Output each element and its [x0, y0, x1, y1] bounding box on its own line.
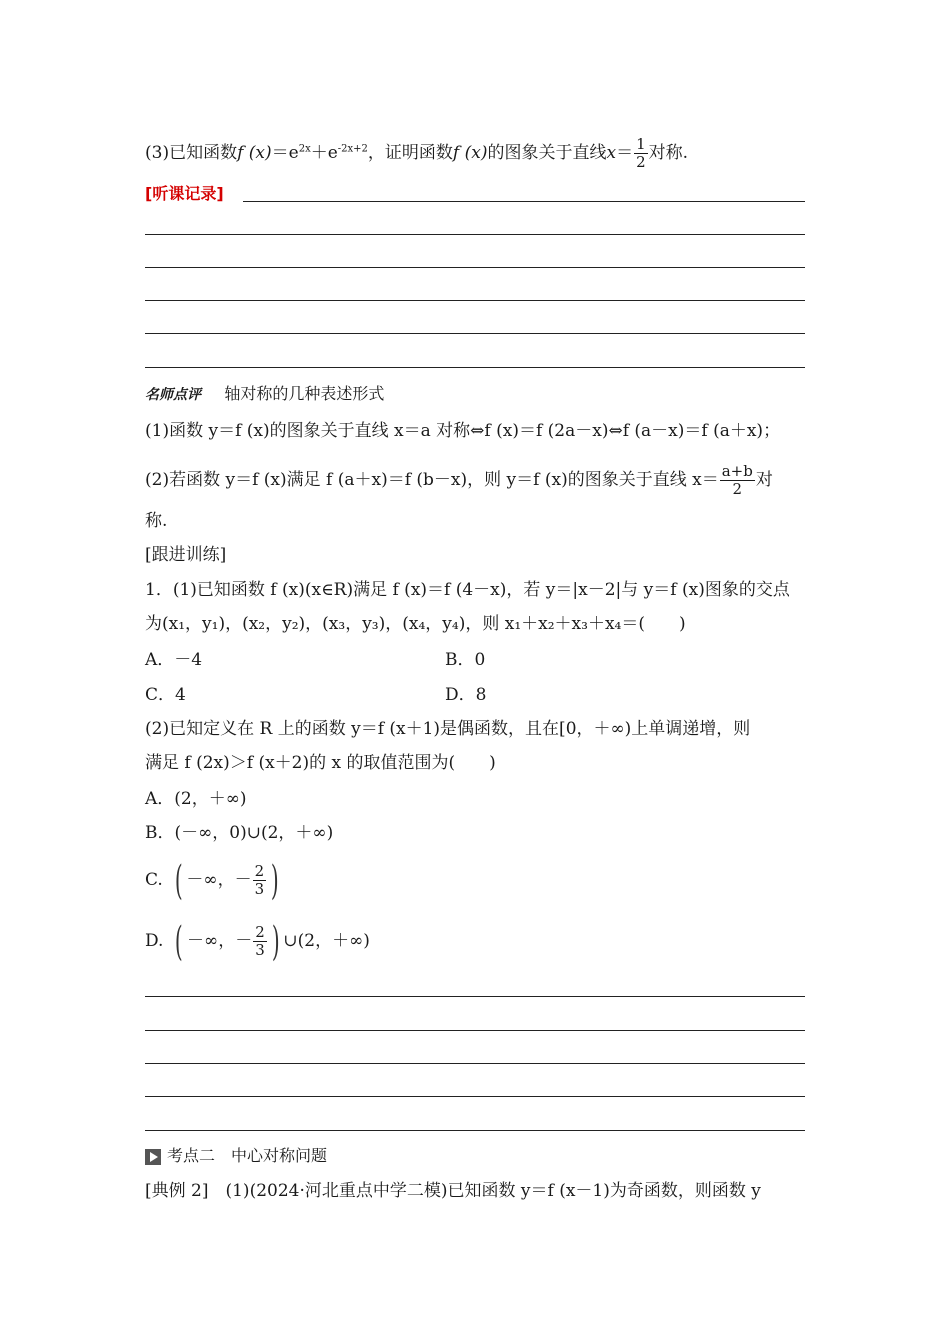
note-line[interactable] [145, 300, 805, 301]
teacher-note-line1: (1)函数 y＝f (x)的图象关于直线 x＝a 对称⇔f (x)＝f (2a－x)⇔f (a－x)＝f (a＋x)； [145, 421, 781, 441]
teacher-note-tag: 名师点评 [145, 387, 201, 403]
teacher-note-header [145, 382, 384, 407]
fraction-two-thirds: $\frac{2}{3}$ [255, 923, 265, 959]
play-triangle-icon [145, 1149, 161, 1165]
answer-line[interactable] [145, 1063, 805, 1064]
answer-line[interactable] [145, 1096, 805, 1097]
note-line[interactable] [243, 201, 805, 202]
q2-option-d[interactable]: D. ( －∞，－ $\frac{2}{3}$ ) ∪(2，＋∞) [145, 918, 370, 965]
q1-option-a[interactable]: A．－4 [145, 650, 203, 670]
part3-statement: (3)已知函数f $(x)=e^{2x}+e^{-2x+2}$，证明函数f (x)的图象关于直线x＝ $\frac{1}{2}$ 对称. [145, 135, 689, 171]
listen-record-label: [听课记录] [145, 184, 224, 203]
q1-line1: 1．(1)已知函数 f (x)(x∈R)满足 f (x)＝f (4－x)，若 y＝|x－2|与 y＝f (x)图象的交点 [145, 580, 790, 600]
note-line[interactable] [145, 367, 805, 368]
answer-line[interactable] [145, 1030, 805, 1031]
q1-line2: 为(x₁，y₁)，(x₂，y₂)，(x₃，y₃)，(x₄，y₄)，则 x₁＋x₂＋x₃＋x₄＝( ) [145, 614, 686, 634]
note-line[interactable] [145, 234, 805, 235]
q2-line2: 满足 f (2x)＞f (x＋2)的 x 的取值范围为( ) [145, 753, 496, 773]
q2-line1: (2)已知定义在 R 上的函数 y＝f (x＋1)是偶函数，且在[0，＋∞)上单调递增，则 [145, 719, 751, 739]
teacher-note-title: 轴对称的几种表述形式 [224, 384, 385, 403]
fraction-half: $\frac{1}{2}$ [636, 135, 646, 171]
fraction-two-thirds: $\frac{2}{3}$ [254, 862, 265, 898]
q2-option-b[interactable]: B．(－∞，0)∪(2，＋∞) [145, 823, 334, 843]
practice-heading: [跟进训练] [145, 545, 227, 565]
q1-option-b[interactable]: B．0 [445, 650, 486, 670]
q1-option-d[interactable]: D．8 [445, 685, 487, 705]
note-line[interactable] [145, 267, 805, 268]
teacher-note-line3: 称. [145, 511, 168, 531]
answer-line[interactable] [145, 996, 805, 997]
teacher-note-line2: (2)若函数 y＝f (x)满足 f (a＋x)＝f (b－x)，则 y＝f (x)的图象关于直线 x＝ $\frac{a+b}{2}$ 对 [145, 462, 773, 498]
example2-line: [典例 2] (1)(2024·河北重点中学二模)已知函数 y＝f (x－1)为奇函数，则函数 y [145, 1181, 761, 1201]
answer-line[interactable] [145, 1130, 805, 1131]
q2-option-c[interactable]: C. ( －∞，－ $\frac{2}{3}$ ) [145, 857, 279, 904]
q1-option-c[interactable]: C．4 [145, 685, 186, 705]
note-line[interactable] [145, 333, 805, 334]
q2-option-a[interactable]: A．(2，＋∞) [145, 789, 247, 809]
fraction-ab-over-2: $\frac{a+b}{2}$ [721, 462, 753, 498]
section-heading: 考点二 中心对称问题 [145, 1144, 327, 1168]
